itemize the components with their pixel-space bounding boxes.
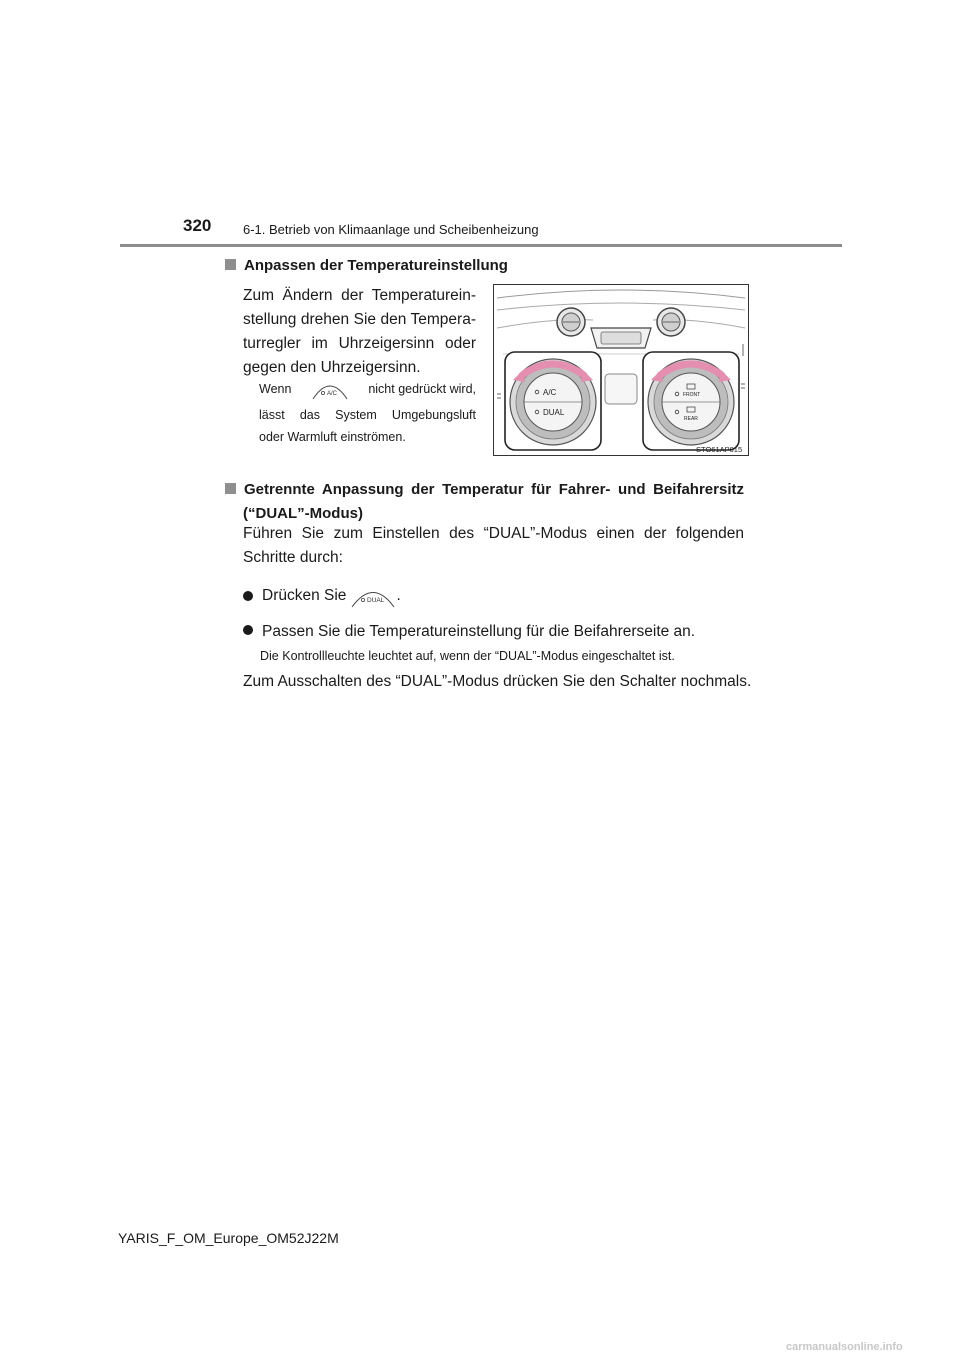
paragraph-line: gegen den Uhrzeigersinn. [243,359,421,376]
header-rule [120,244,842,247]
section-title: Anpassen der Temperatureinstellung [244,257,508,274]
ac-button-label: A/C [326,391,337,397]
bullet-dot [243,591,253,601]
paragraph-line: stellung drehen Sie den Tempera- [243,311,476,328]
ac-note [259,378,476,448]
front-dial-label: FRONT [683,392,701,398]
bullet-text: Passen Sie die Temperatureinstellung für die Beifahrerseite an. [262,623,696,640]
section-heading-temperature [225,254,508,278]
bullet-item-adjust [243,620,695,644]
note-line: lässt das System Umgebungsluft [259,408,476,422]
section-title: Getrennte Anpassung der Temperatur für Fahrer- und Beifahrersitz [244,481,744,498]
dual-dial-label: DUAL [543,408,565,417]
paragraph-line: Schritte durch: [243,549,343,566]
dual-button-label: DUAL [367,597,385,604]
bullet-text: Drücken Sie [262,587,347,604]
chapter-title: 6-1. Betrieb von Klimaanlage und Scheibenheizung [243,222,539,237]
section-heading-dual [225,478,744,526]
note-line [259,378,476,400]
ac-dial-label: A/C [543,388,557,397]
watermark: carmanualsonline.info [786,1341,903,1353]
note-prefix: Wenn [259,382,292,396]
page-number: 320 [183,216,212,235]
climate-control-illustration [493,284,749,456]
document-code: YARIS_F_OM_Europe_OM52J22M [118,1230,339,1246]
vent-left-icon [557,308,585,336]
paragraph-line: Zum Ändern der Temperaturein- [243,287,476,304]
closing-paragraph: Zum Ausschalten des “DUAL”-Modus drücken Sie den Schalter nochmals. [243,673,752,690]
note-suffix: nicht gedrückt wird, [368,382,476,396]
paragraph-line: turregler im Uhrzeigersinn oder [243,335,476,352]
paragraph-line: Führen Sie zum Einstellen des “DUAL”-Modus einen der folgenden [243,525,744,542]
section2-intro [243,522,744,570]
vent-right-icon [657,308,685,336]
bullet-dot [243,625,253,635]
section-marker [225,483,236,494]
dual-button-icon [350,584,396,608]
section-title-line [225,478,744,502]
section-marker [225,259,236,270]
figure-code: STO61AP015 [696,445,743,454]
bullet-suffix: . [396,587,401,604]
bullet-note: Die Kontrollleuchte leuchtet auf, wenn der “DUAL”-Modus eingeschaltet ist. [260,649,675,663]
bullet-item-press-dual [243,584,401,608]
note-line: oder Warmluft einströmen. [259,430,406,444]
right-dial-inset [643,352,739,450]
section1-paragraph [243,284,476,380]
left-dial-inset [505,352,601,450]
section-title-line: (“DUAL”-Modus) [243,505,363,522]
rear-dial-label: REAR [684,416,698,422]
ac-button-icon [311,378,349,400]
